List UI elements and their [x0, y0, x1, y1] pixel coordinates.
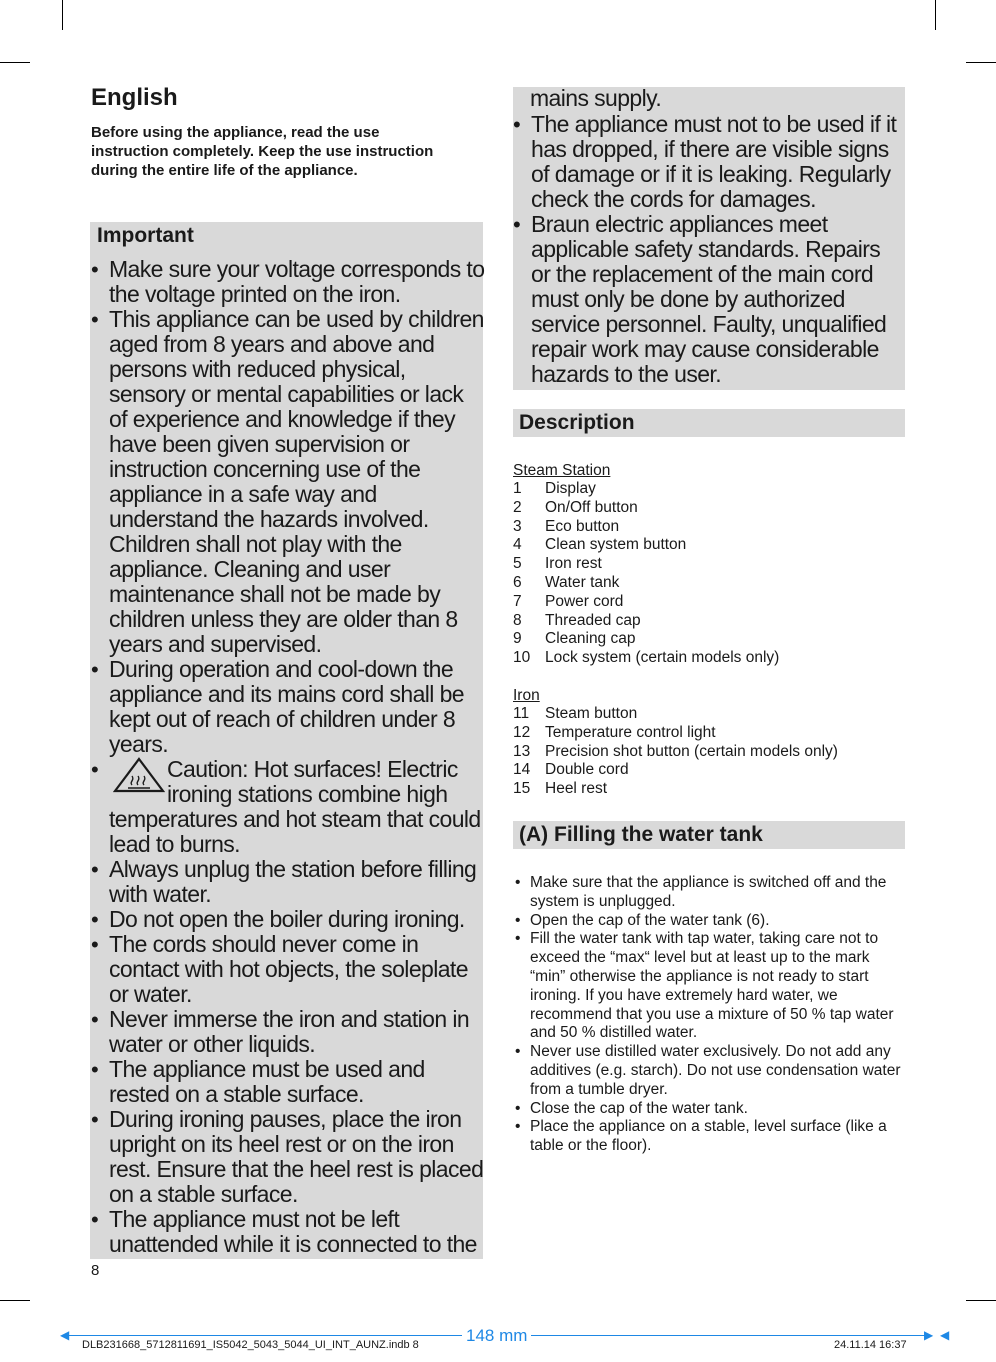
description-heading: Description: [519, 411, 635, 434]
list-item: • The appliance must be used and rested on a stable surface.: [91, 1056, 425, 1107]
crop-mark: [0, 1300, 30, 1301]
list-item: • The appliance must not to be used if it has dropped, if there are visible signs of damage or if it is leaking. Regularly check the cords for damages.: [513, 111, 897, 212]
page-title: English: [91, 84, 178, 111]
bullet: •: [515, 1118, 521, 1136]
bullet: •: [91, 1207, 99, 1232]
filling-heading: (A) Filling the water tank: [519, 823, 763, 846]
crop-mark: [62, 0, 63, 30]
bullet: •: [91, 1057, 99, 1082]
filling-steps: [513, 874, 905, 1156]
list-item: • Place the appliance on a stable, level surface (like a table or the floor).: [515, 1118, 887, 1155]
list-item: • Braun electric appliances meet applicable safety standards. Repairs or the replacement of the main cord must only be done by authorized service personnel. Faulty, unqualified repair work may cause considerable hazards to the user.: [513, 211, 887, 387]
list-item: 1 Display: [513, 480, 596, 497]
list-item: • Do not open the boiler during ironing.: [91, 906, 465, 932]
arrow-right-icon: ▶: [924, 1328, 934, 1342]
list-item: • During operation and cool-down the appliance and its mains cord shall be kept out of reach of children under 8 years.: [91, 656, 464, 757]
list-item: 7 Power cord: [513, 592, 624, 610]
crop-mark: [966, 1300, 996, 1301]
crop-mark: [966, 62, 996, 63]
measure-label: 148 mm: [462, 1326, 531, 1346]
list-item: 8 Threaded cap: [513, 611, 641, 629]
iron-parts: [513, 705, 905, 799]
important-list-continued: [513, 112, 905, 387]
bullet: •: [91, 857, 99, 882]
list-item: 2 On/Off button: [513, 498, 638, 516]
list-item: 4 Clean system button: [513, 536, 687, 554]
bullet: •: [513, 112, 521, 137]
bullet: •: [91, 257, 99, 282]
arrow-right-icon: ◀: [940, 1328, 950, 1342]
bullet: •: [91, 1007, 99, 1032]
list-item: 13 Precision shot button (certain models only): [513, 742, 838, 760]
bullet: •: [91, 757, 99, 782]
bullet: •: [515, 911, 521, 929]
bullet: •: [91, 907, 99, 932]
bullet: •: [513, 212, 521, 237]
bullet: •: [91, 657, 99, 682]
important-list: [91, 257, 486, 1257]
list-item: 11 Steam button: [513, 705, 638, 722]
iron-label: Iron: [513, 687, 540, 704]
list-item: 5 Iron rest: [513, 555, 602, 573]
list-item: 3 Eco button: [513, 517, 620, 535]
list-item: 6 Water tank: [513, 573, 620, 591]
list-item: • The cords should never come in contact with hot objects, the soleplate or water.: [91, 931, 468, 1007]
list-item: • The appliance must not be left unattended while it is connected to the: [91, 1206, 477, 1257]
print-date: 24.11.14 16:37: [834, 1339, 907, 1351]
bullet: •: [515, 1043, 521, 1061]
list-item: 15 Heel rest: [513, 780, 608, 798]
bullet: •: [515, 930, 521, 948]
steam-station-parts: [513, 480, 905, 668]
crop-mark: [0, 62, 30, 63]
arrow-left-icon: ◀: [60, 1328, 70, 1342]
warning-list-item: • Caution: Hot surfaces! Electric ironing stations combine high temperatures and hot steam that could lead to burns.: [91, 756, 481, 857]
steam-station-label: Steam Station: [513, 462, 611, 479]
list-item: 9 Cleaning cap: [513, 630, 636, 648]
list-item: • This appliance can be used by children aged from 8 years and above and persons with reduced physical, sensory or mental capabilities or lack of experience and knowledge if they have been given supervision or instruction concerning use of the appliance in a safe way and understand the hazards involved. Children shall not play with the appliance. Cleaning and user maintenance shall not be made by children unless they are older than 8 years and supervised.: [91, 306, 484, 657]
important-heading: Important: [97, 224, 194, 247]
list-item: • Make sure your voltage corresponds to the voltage printed on the iron.: [91, 256, 485, 307]
list-item: • Never use distilled water exclusively. Do not add any additives (e.g. starch). Do not use condensation water from a tumble dryer.: [515, 1043, 901, 1098]
list-item: 14 Double cord: [513, 761, 629, 779]
list-item: 12 Temperature control light: [513, 723, 716, 741]
list-item: • Make sure that the appliance is switched off and the system is unplugged.: [515, 874, 887, 910]
intro-text: Before using the appliance, read the use instruction completely. Keep the use instruction during the entire life of the appliance.: [91, 124, 434, 179]
bullet: •: [91, 1107, 99, 1132]
list-item: • Fill the water tank with tap water, taking care not to exceed the “max“ level but at least up to the mark “min” otherwise the appliance is not ready to start ironing. If you have extremely hard water, we recommend that you use a mixture of 50 % tap water and 50 % distilled water.: [515, 930, 894, 1042]
list-item: 10 Lock system (certain models only): [513, 649, 780, 667]
list-item: • Open the cap of the water tank (6).: [515, 911, 770, 929]
bullet: •: [515, 1099, 521, 1117]
bullet: •: [515, 874, 521, 891]
hot-surface-warning-icon: [113, 757, 165, 793]
list-item: • During ironing pauses, place the iron upright on its heel rest or on the iron rest. Ensure that the heel rest is placed on a stable surface.: [91, 1106, 484, 1207]
continued-text: mains supply.: [530, 85, 662, 111]
list-item: • Always unplug the station before filling with water.: [91, 856, 477, 907]
page-number: 8: [91, 1262, 100, 1279]
list-item: • Close the cap of the water tank.: [515, 1099, 748, 1117]
crop-mark: [935, 0, 936, 30]
file-name: DLB231668_5712811691_IS5042_5043_5044_UI_INT_AUNZ.indb 8: [82, 1339, 419, 1351]
bullet: •: [91, 932, 99, 957]
list-item: • Never immerse the iron and station in water or other liquids.: [91, 1006, 470, 1057]
bullet: •: [91, 307, 99, 332]
